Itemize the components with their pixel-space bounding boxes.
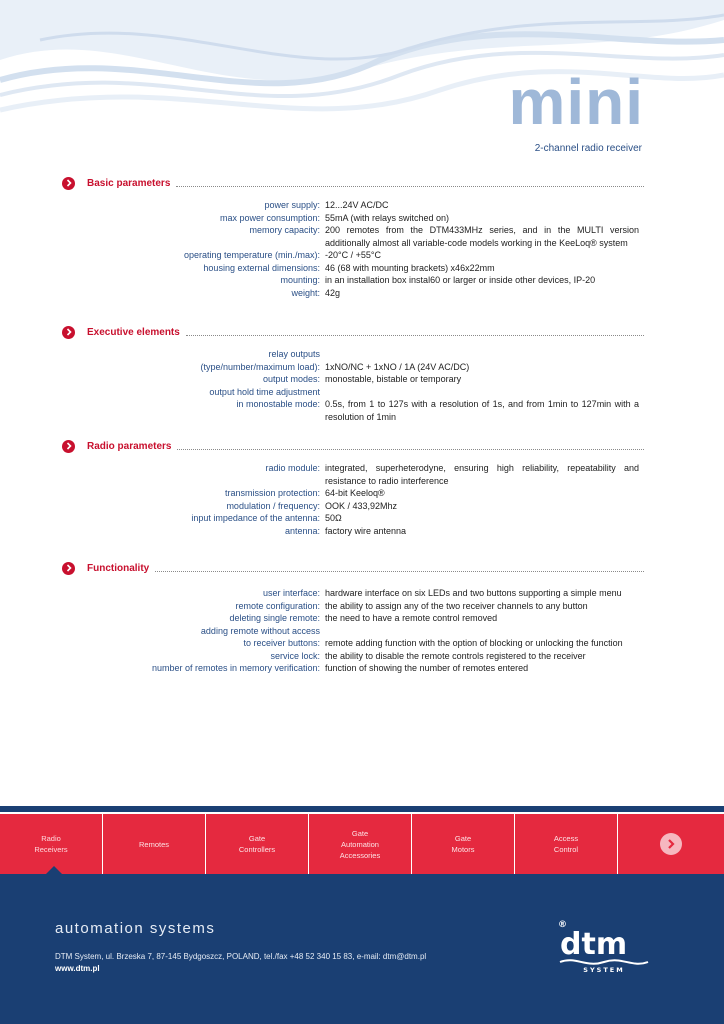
dotted-divider <box>177 449 644 450</box>
spec-value: the ability to disable the remote controls registered to the receiver <box>325 650 586 661</box>
spec-value: -20°C / +55°C <box>325 250 381 260</box>
spec-value: 64-bit Keeloq® <box>325 488 385 498</box>
spec-row <box>62 373 644 386</box>
spec-label: adding remote without access <box>200 625 320 636</box>
spec-label: output hold time adjustment <box>209 386 320 397</box>
product-subtitle: 2-channel radio receiver <box>534 143 642 154</box>
spec-label: max power consumption: <box>219 212 320 223</box>
chevron-right-icon <box>62 440 75 453</box>
spec-row <box>62 224 644 249</box>
spec-label: operating temperature (min./max): <box>183 250 320 260</box>
spec-list <box>62 587 644 675</box>
spec-label: remote configuration: <box>235 600 320 611</box>
spec-label: modulation / frequency: <box>226 500 320 511</box>
spec-value: factory wire antenna <box>325 525 407 536</box>
nav-item-gate-controllers[interactable]: Gate Controllers <box>206 814 308 874</box>
section-functionality <box>62 560 644 675</box>
logo-registered-mark: ® <box>558 920 567 930</box>
spec-value: remote adding function with the option of blocking or unlocking the function <box>325 638 623 648</box>
spec-value: the need to have a remote control removed <box>325 613 498 623</box>
nav-next-button[interactable] <box>618 814 724 874</box>
spec-label: housing external dimensions: <box>203 262 320 273</box>
section-header <box>62 175 644 191</box>
spec-row <box>62 637 644 650</box>
spec-value: OOK / 433,92Mhz <box>325 500 398 511</box>
spec-list <box>62 348 644 423</box>
section-title: Radio parameters <box>87 440 172 452</box>
spec-value: 55mA (with relays switched on) <box>325 212 450 223</box>
nav-item-gate-automation-accessories[interactable]: Gate Automation Accessories <box>309 814 411 874</box>
spec-label: (type/number/maximum load): <box>200 361 320 372</box>
spec-row <box>62 487 644 500</box>
spec-label: relay outputs <box>268 349 320 359</box>
spec-row <box>62 274 644 287</box>
spec-row <box>62 199 644 212</box>
spec-row <box>62 612 644 625</box>
chevron-right-icon <box>660 833 682 855</box>
section-header <box>62 438 644 454</box>
spec-label: to receiver buttons: <box>243 638 320 648</box>
spec-value: hardware interface on six LEDs and two buttons supporting a simple menu <box>325 588 622 598</box>
footer-website-link[interactable]: www.dtm.pl <box>55 964 100 973</box>
dtm-system-logo <box>556 918 652 974</box>
chevron-right-icon <box>62 562 75 575</box>
spec-value: 0.5s, from 1 to 127s with a resolution of 1s, and from 1min to 127min with a resolution of 1min <box>325 399 639 422</box>
nav-top-border <box>0 806 724 812</box>
spec-label: radio module: <box>265 463 320 473</box>
spec-label: power supply: <box>264 200 320 210</box>
dotted-divider <box>155 571 644 572</box>
spec-label: number of remotes in memory verification: <box>151 663 320 673</box>
spec-value: 50Ω <box>325 513 342 523</box>
spec-label: weight: <box>291 287 320 298</box>
spec-row <box>62 587 644 600</box>
spec-value: 12...24V AC/DC <box>325 200 389 210</box>
spec-row <box>62 249 644 262</box>
nav-item-radio-receivers[interactable]: Radio Receivers <box>0 814 102 874</box>
active-nav-pointer <box>46 866 62 874</box>
spec-value: monostable, bistable or temporary <box>325 374 462 384</box>
spec-label: output modes: <box>262 374 320 384</box>
spec-value <box>325 625 639 638</box>
logo-subtext: SYSTEM <box>583 966 625 974</box>
chevron-right-icon <box>62 326 75 339</box>
footer <box>0 874 724 1024</box>
spec-value: integrated, superheterodyne, ensuring high reliability, repeatability and resistance to radio interference <box>325 463 639 486</box>
spec-label: service lock: <box>270 650 320 661</box>
spec-row <box>62 525 644 538</box>
chevron-right-icon <box>62 177 75 190</box>
section-basic-parameters <box>62 175 644 299</box>
spec-label: input impedance of the antenna: <box>191 513 320 523</box>
spec-label: in monostable mode: <box>236 399 320 409</box>
section-executive-elements <box>62 324 644 423</box>
section-title: Basic parameters <box>87 177 171 189</box>
spec-list <box>62 199 644 299</box>
nav-item-gate-motors[interactable]: Gate Motors <box>412 814 514 874</box>
spec-row <box>62 625 644 638</box>
spec-row <box>62 361 644 374</box>
spec-value: 1xNO/NC + 1xNO / 1A (24V AC/DC) <box>325 361 470 372</box>
product-title: mini <box>508 66 644 138</box>
spec-label: user interface: <box>262 588 320 598</box>
spec-row <box>62 512 644 525</box>
spec-label: antenna: <box>284 525 320 536</box>
spec-label: deleting single remote: <box>229 613 320 623</box>
spec-value: 46 (68 with mounting brackets) x46x22mm <box>325 262 495 273</box>
spec-value: in an installation box instal60 or larger or inside other devices, IP-20 <box>325 275 596 285</box>
section-title: Executive elements <box>87 326 180 338</box>
spec-row <box>62 600 644 613</box>
spec-row <box>62 462 644 487</box>
category-nav <box>0 814 724 874</box>
nav-item-access-control[interactable]: Access Control <box>515 814 617 874</box>
spec-row <box>62 287 644 300</box>
spec-value: the ability to assign any of the two receiver channels to any button <box>325 600 588 611</box>
section-radio-parameters <box>62 438 644 537</box>
spec-row <box>62 386 644 399</box>
spec-value: function of showing the number of remotes entered <box>325 663 529 673</box>
spec-row <box>62 212 644 225</box>
spec-row <box>62 348 644 361</box>
dotted-divider <box>176 186 644 187</box>
footer-tagline: automation systems <box>55 920 216 937</box>
logo-wordmark: dtm <box>560 927 628 962</box>
spec-row <box>62 262 644 275</box>
spec-label: mounting: <box>280 275 320 285</box>
spec-label: transmission protection: <box>224 488 320 498</box>
spec-row <box>62 398 644 423</box>
spec-label: memory capacity: <box>249 225 320 235</box>
section-title: Functionality <box>87 562 150 574</box>
spec-value: 200 remotes from the DTM433MHz series, and in the MULTI version additionally almost all variable-code models working in the KeeLoq® system <box>325 225 639 248</box>
section-header <box>62 324 644 340</box>
spec-value <box>325 348 639 361</box>
spec-row <box>62 650 644 663</box>
footer-address: DTM System, ul. Brzeska 7, 87-145 Bydgoszcz, POLAND, tel./fax +48 52 340 15 83, e-mail: dtm@dtm.pl <box>55 952 427 961</box>
spec-value: 42g <box>325 287 341 298</box>
dotted-divider <box>186 335 644 336</box>
spec-list <box>62 462 644 537</box>
spec-value <box>325 386 639 399</box>
spec-row <box>62 662 644 675</box>
nav-item-remotes[interactable]: Remotes <box>103 814 205 874</box>
spec-row <box>62 500 644 513</box>
section-header <box>62 560 644 576</box>
